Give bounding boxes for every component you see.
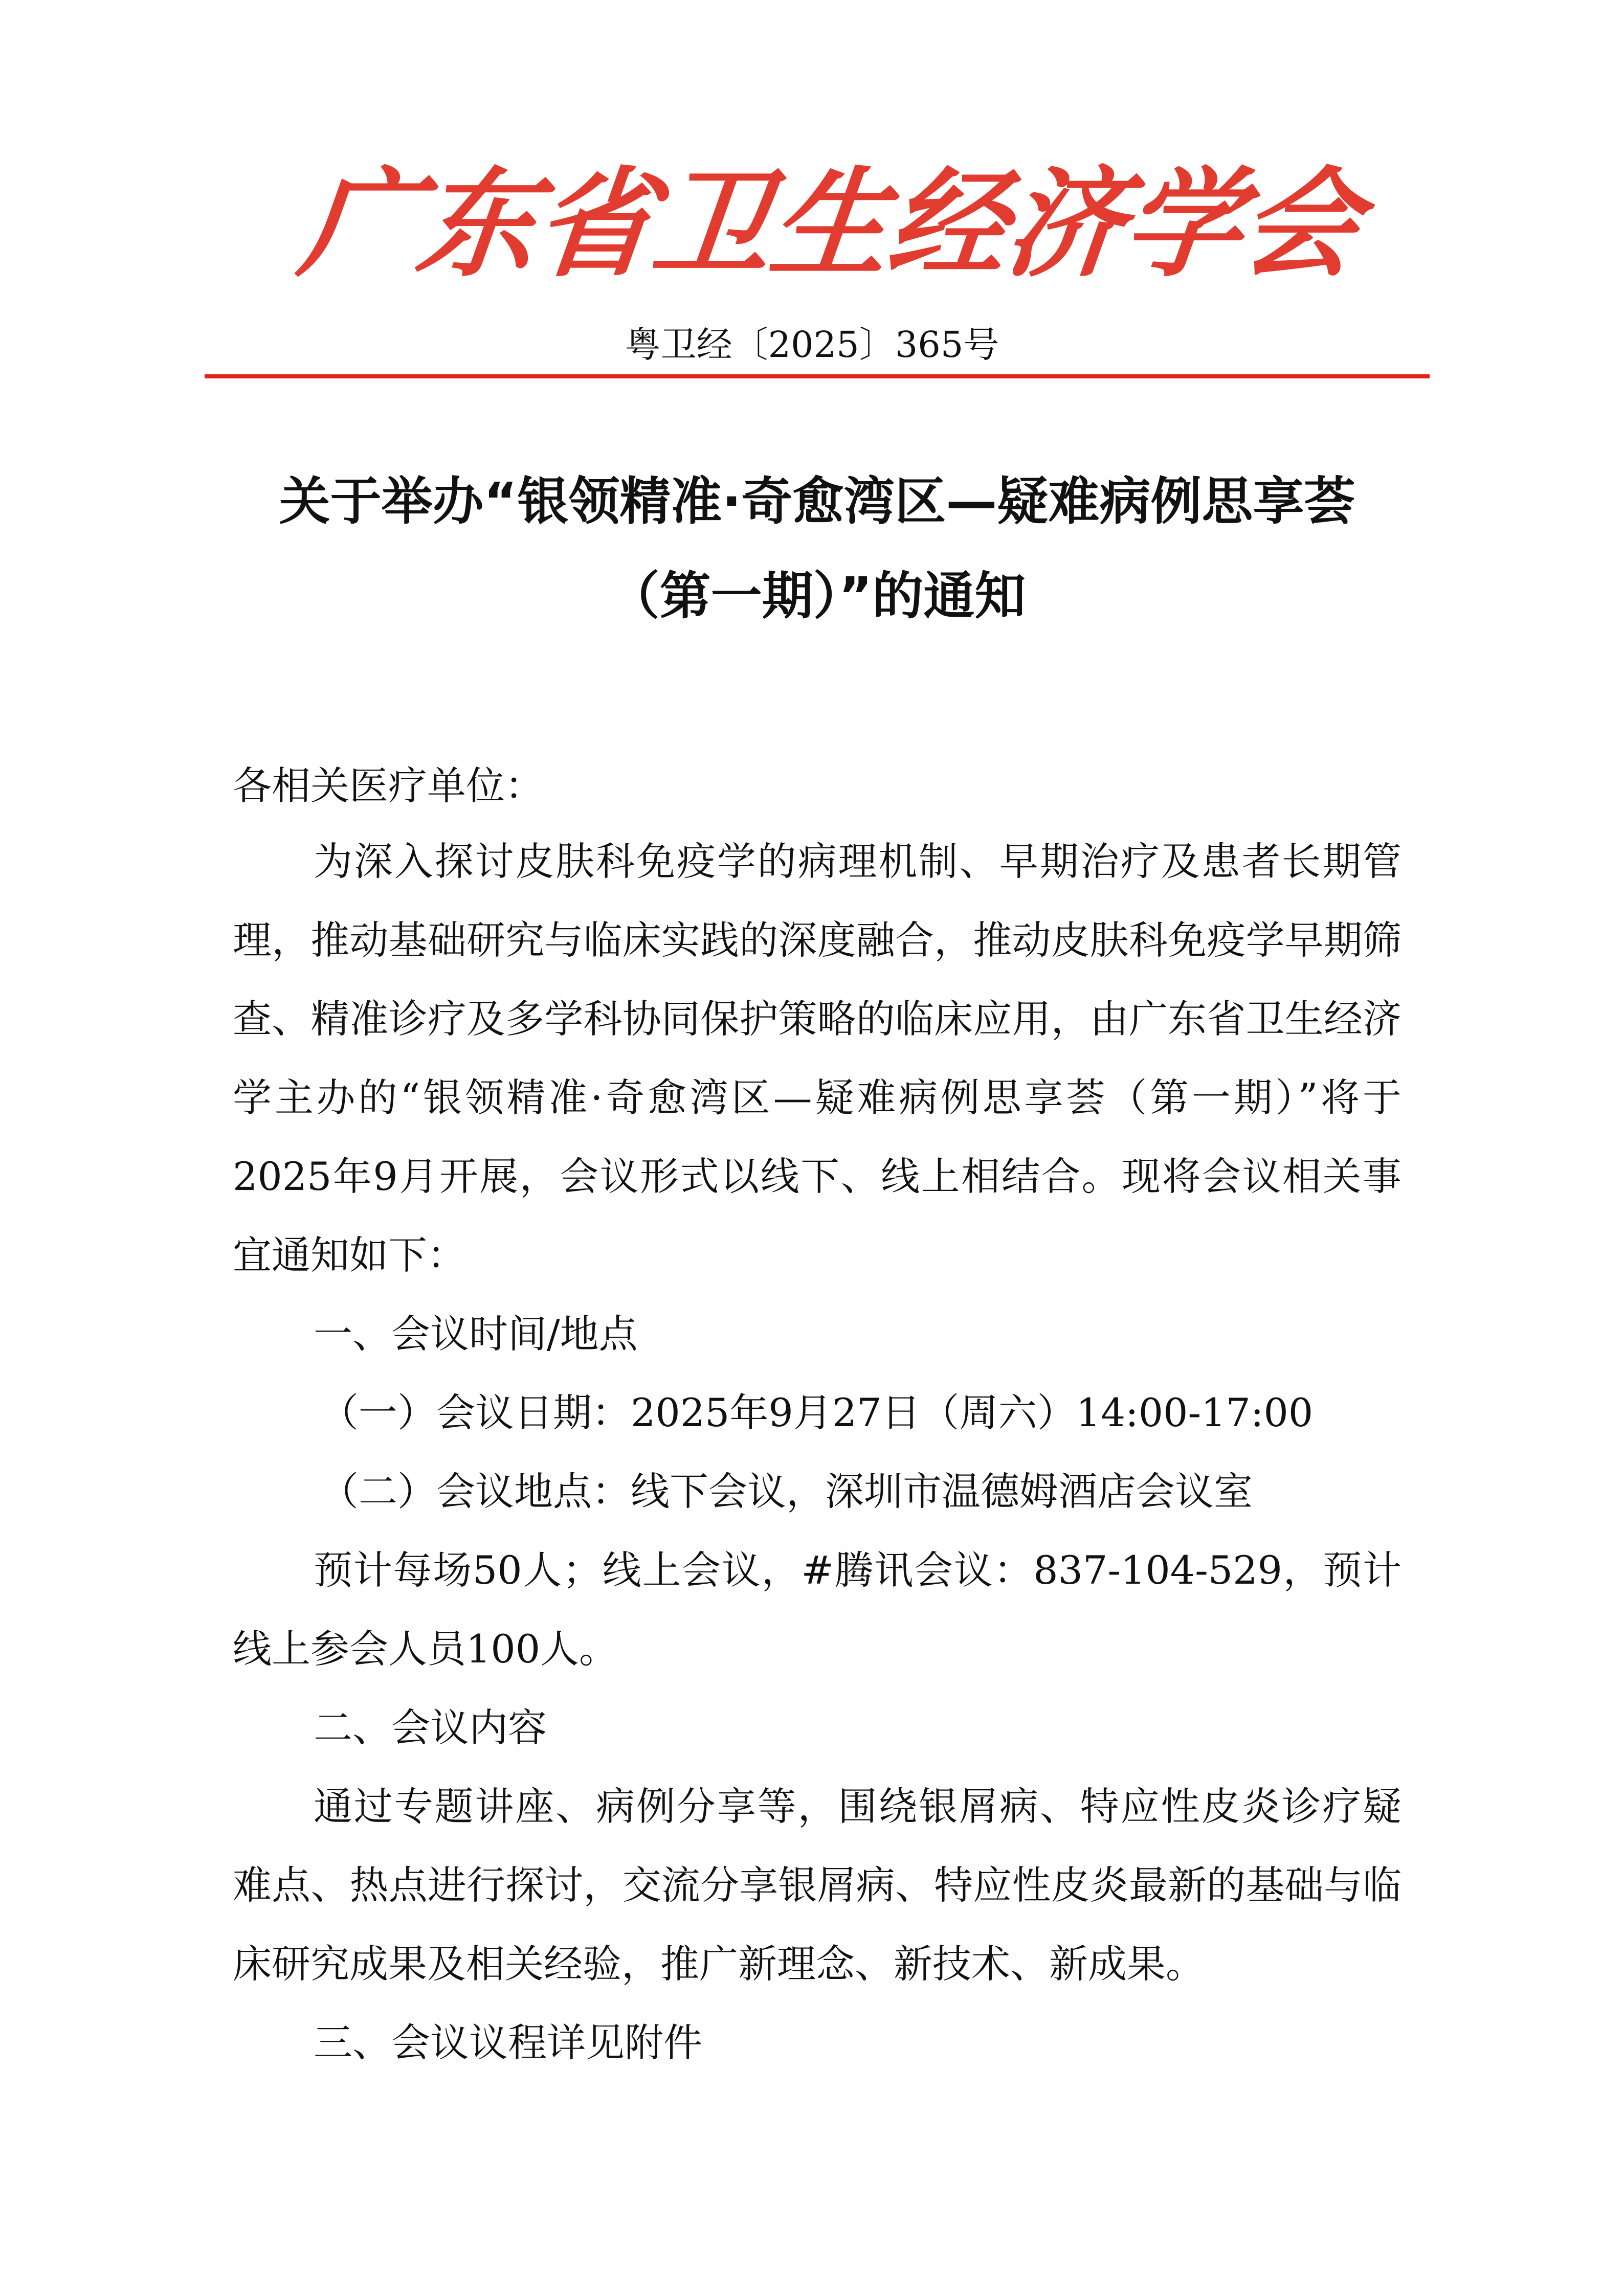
- venue-details: 预计每场50人；线上会议，#腾讯会议：837-104-529，预计线上参会人员100人。: [233, 1547, 1401, 1672]
- notice-title-line-1: 关于举办“银领精准·奇愈湾区—疑难病例思享荟: [279, 471, 1355, 531]
- org-char: 济: [999, 154, 1132, 293]
- org-char: 生: [764, 154, 897, 293]
- document-number: 粤卫经〔2025〕365号: [625, 324, 999, 366]
- org-char: 省: [528, 154, 661, 293]
- org-char: 会: [1234, 154, 1367, 293]
- meeting-date: （一）会议日期：2025年9月27日（周六）14:00-17:00: [320, 1390, 1314, 1435]
- org-char: 学: [1117, 154, 1250, 293]
- org-char: 广: [293, 154, 426, 293]
- notice-title-line-2: （第一期）”的通知: [608, 566, 1026, 626]
- salutation: 各相关医疗单位：: [233, 763, 544, 808]
- meeting-venue: （二）会议地点：线下会议，深圳市温德姆酒店会议室: [320, 1469, 1253, 1514]
- org-char: 东: [411, 154, 544, 293]
- org-char: 卫: [646, 154, 779, 293]
- section-3-heading: 三、会议议程详见附件: [314, 2020, 702, 2065]
- intro-paragraph: 为深入探讨皮肤科免疫学的病理机制、早期治疗及患者长期管理，推动基础研究与临床实践的深度融合，推动皮肤科免疫学早期筛查、精准诊疗及多学科协同保护策略的临床应用，由广东省卫生经济学主办的“银领精准·奇愈湾区—疑难病例思享荟（第一期）”将于2025年9月开展，会议形式以线下、线上相结合。现将会议相关事宜通知如下：: [233, 839, 1401, 1278]
- org-char: 经: [881, 154, 1014, 293]
- content-paragraph: 通过专题讲座、病例分享等，围绕银屑病、特应性皮炎诊疗疑难点、热点进行探讨，交流分享银屑病、特应性皮炎最新的基础与临床研究成果及相关经验，推广新理念、新技术、新成果。: [233, 1784, 1401, 1987]
- organization-title: [293, 137, 1367, 293]
- section-2-heading: 二、会议内容: [314, 1705, 547, 1750]
- red-divider: [205, 374, 1430, 378]
- section-1-heading: 一、会议时间/地点: [314, 1311, 638, 1357]
